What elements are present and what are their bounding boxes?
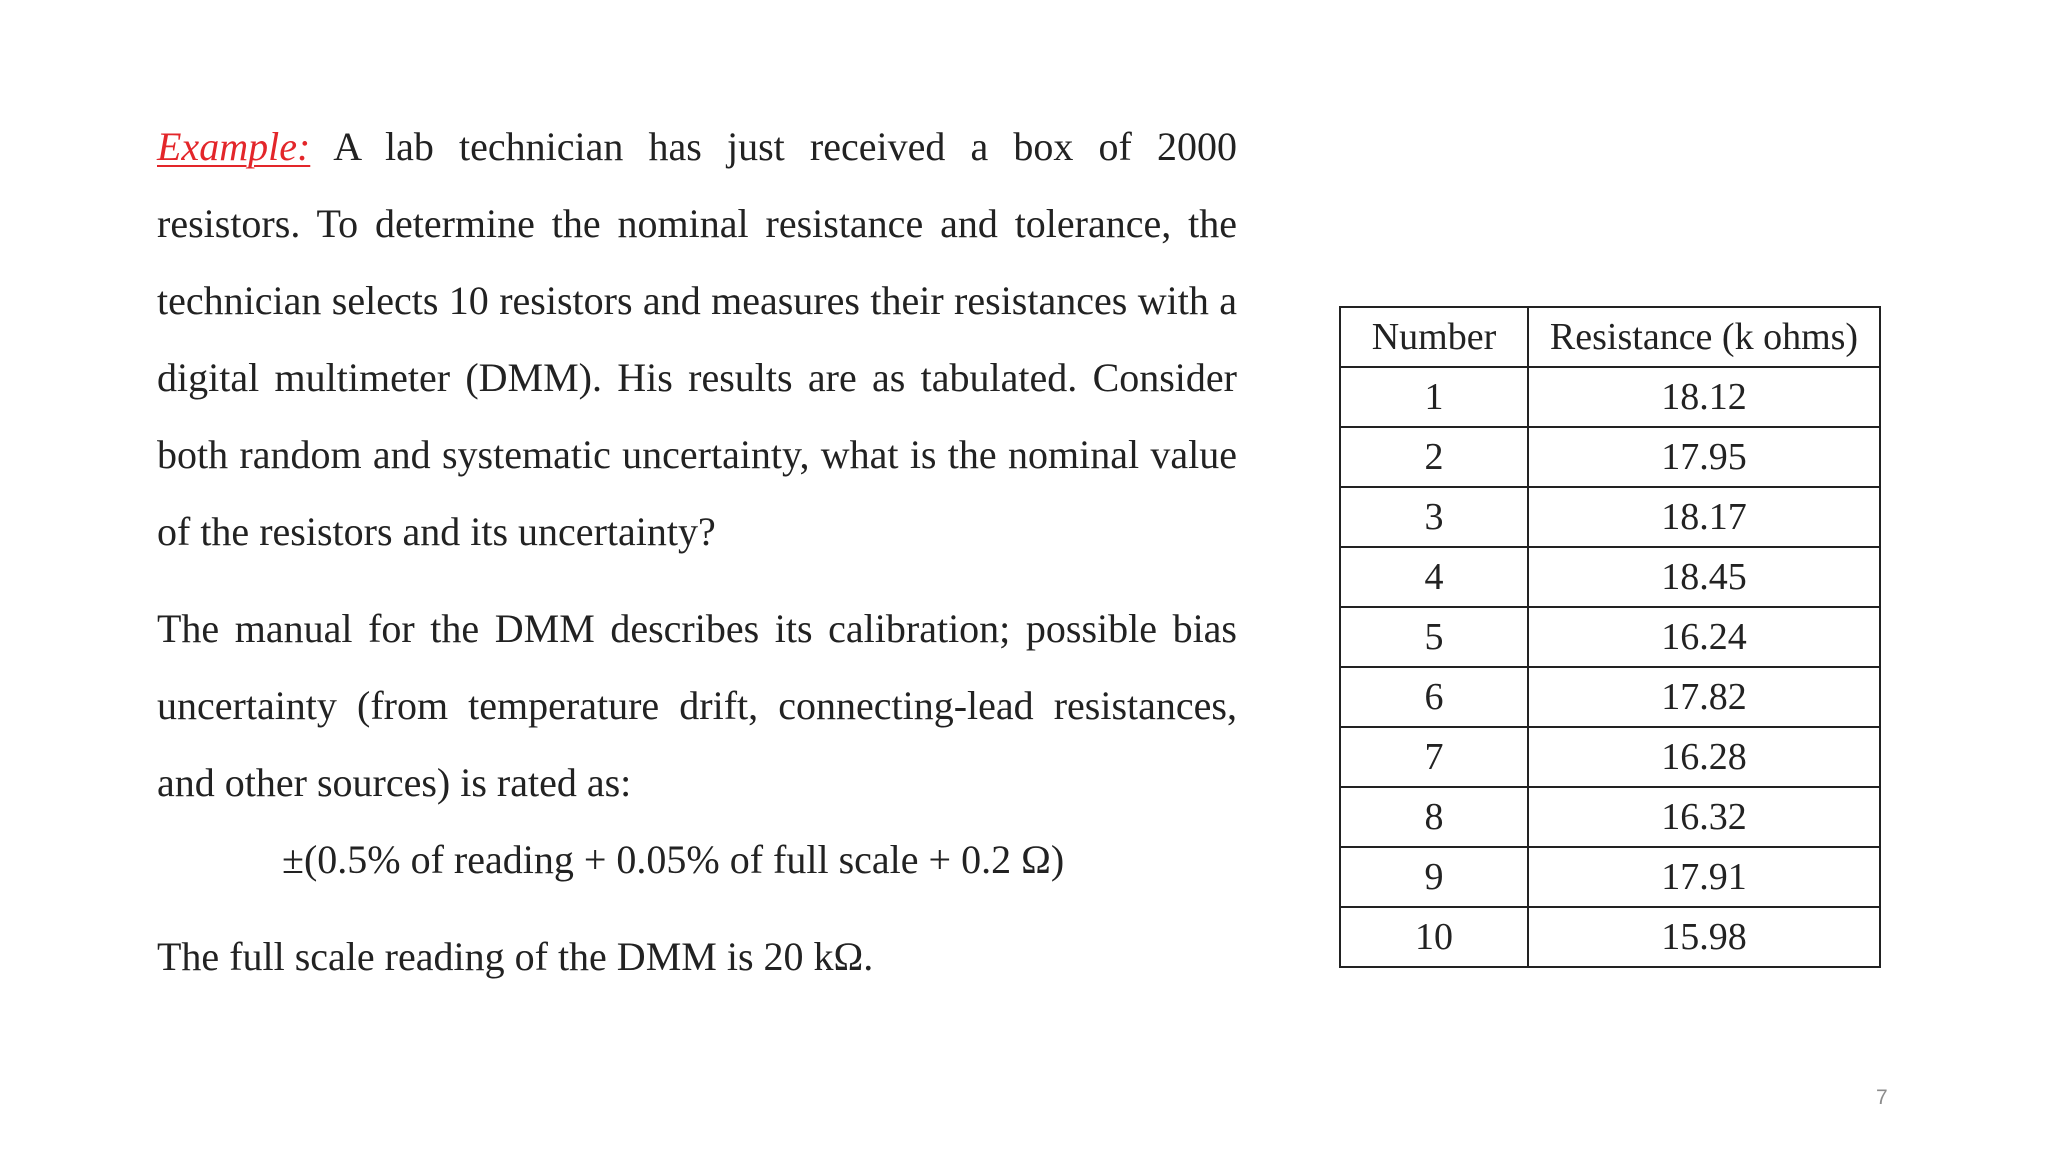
header-resistance: Resistance (k ohms): [1528, 307, 1880, 367]
cell-resistance: 18.12: [1528, 367, 1880, 427]
cell-number: 6: [1340, 667, 1528, 727]
cell-resistance: 18.17: [1528, 487, 1880, 547]
cell-resistance: 15.98: [1528, 907, 1880, 967]
table-row: [1340, 907, 1880, 967]
cell-number: 10: [1340, 907, 1528, 967]
cell-number: 3: [1340, 487, 1528, 547]
cell-resistance: 17.95: [1528, 427, 1880, 487]
table-row: [1340, 367, 1880, 427]
cell-number: 7: [1340, 727, 1528, 787]
cell-resistance: 16.24: [1528, 607, 1880, 667]
table-row: [1340, 847, 1880, 907]
table-row: [1340, 667, 1880, 727]
cell-resistance: 16.28: [1528, 727, 1880, 787]
cell-resistance: 18.45: [1528, 547, 1880, 607]
table-row: [1340, 487, 1880, 547]
resistance-table: [1339, 306, 1881, 968]
page-number: 7: [1876, 1086, 1888, 1109]
header-number: Number: [1340, 307, 1528, 367]
cell-number: 4: [1340, 547, 1528, 607]
table-header-row: [1340, 307, 1880, 367]
bias-formula: ±(0.5% of reading + 0.05% of full scale + 0.2 Ω): [282, 837, 1065, 882]
full-scale-statement: The full scale reading of the DMM is 20 kΩ.: [157, 934, 874, 979]
table-row: [1340, 607, 1880, 667]
table-row: [1340, 727, 1880, 787]
problem-text: [157, 108, 1237, 995]
cell-number: 5: [1340, 607, 1528, 667]
example-label: Example:: [157, 124, 311, 169]
table-row: [1340, 547, 1880, 607]
intro-paragraph: [157, 108, 1237, 570]
table-row: [1340, 427, 1880, 487]
cell-number: 1: [1340, 367, 1528, 427]
cell-number: 2: [1340, 427, 1528, 487]
cell-resistance: 17.91: [1528, 847, 1880, 907]
cell-resistance: 17.82: [1528, 667, 1880, 727]
intro-text: A lab technician has just received a box of 2000 resistors. To determine the nominal resistance and tolerance, the technician selects 10 resistors and measures their resistances with a digital multimeter (DMM). His results are as tabulated. Consider both random and systematic uncertainty, what is the nominal value of the resistors and its uncertainty?: [157, 124, 1237, 554]
cell-number: 8: [1340, 787, 1528, 847]
manual-paragraph: The manual for the DMM describes its calibration; possible bias uncertainty (from temperature drift, connecting-lead resistances, and other sources) is rated as:: [157, 606, 1237, 805]
cell-resistance: 16.32: [1528, 787, 1880, 847]
cell-number: 9: [1340, 847, 1528, 907]
table-row: [1340, 787, 1880, 847]
